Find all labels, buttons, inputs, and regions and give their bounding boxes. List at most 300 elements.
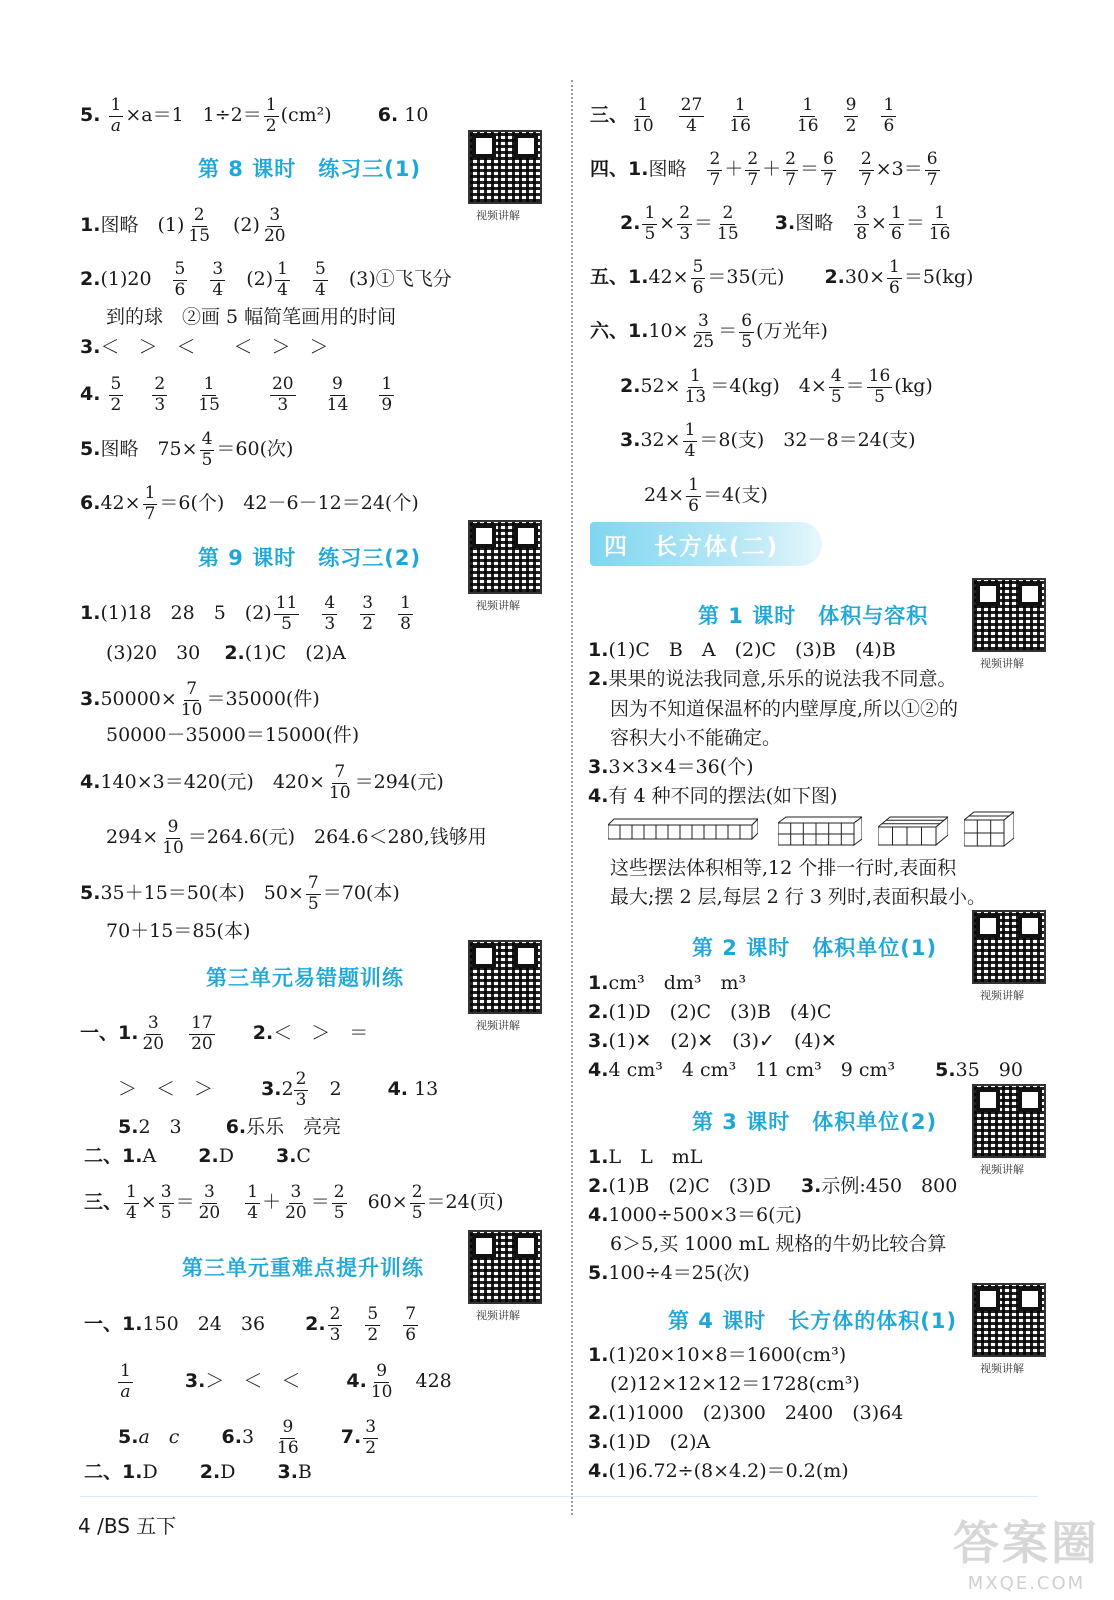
fraction-denominator: 3 <box>679 223 691 244</box>
answer-line: 六、1.10× $\frac{3}{25}$ ＝ $\frac{6}{5}$ (万光年) <box>590 311 828 352</box>
answer-line <box>588 1342 846 1368</box>
fraction-numerator: 5 <box>110 374 122 394</box>
lesson-title: 第 4 课时 长方体的体积(1) <box>668 1309 958 1333</box>
fraction <box>140 1014 166 1054</box>
fraction <box>245 1183 260 1223</box>
fraction-denominator: 6 <box>883 115 895 136</box>
lesson-title: 第 1 课时 体积与容积 <box>698 604 929 628</box>
qr-label: 视频讲解 <box>476 1309 520 1322</box>
cube-arrangement-2x2x3 <box>964 808 1014 848</box>
answer-line: 四、1.图略 $\frac{2}{7}$ ＋ $\frac{2}{7}$ ＋ $\frac{2}{7}$ ＝ $\frac{6}{7}$ $\frac{2}{7}$ ×3＝ $\frac{6}{7}$ <box>590 149 938 190</box>
fraction <box>210 260 225 300</box>
fraction <box>410 1183 425 1223</box>
fraction-denominator: 5 <box>201 449 213 470</box>
fraction-numerator: 9 <box>282 1417 294 1437</box>
answer-line <box>80 874 400 914</box>
fraction <box>283 1183 309 1223</box>
answer-line <box>588 1202 802 1228</box>
fraction-numerator: 6 <box>926 149 938 169</box>
answer-line <box>588 1028 837 1054</box>
answer-text: (kg) <box>894 375 933 398</box>
answer-line: (2)12×12×12＝1728(cm³) <box>610 1373 860 1395</box>
item-number: 2. <box>620 212 641 235</box>
qr-code[interactable] <box>972 578 1046 652</box>
fraction-numerator: 3 <box>290 1182 302 1202</box>
answer-text: (2) <box>214 214 260 237</box>
answer-text: 2 <box>310 1078 342 1101</box>
answer-text: 10× <box>648 320 689 343</box>
fraction-denominator: 5 <box>307 893 319 914</box>
answer-text: ＝35(元) <box>707 266 785 289</box>
item-number: 3. <box>588 1431 609 1453</box>
fraction-numerator: 1 <box>247 1182 259 1202</box>
fraction-denominator: 4 <box>277 279 288 300</box>
answer-text: 24× <box>644 484 685 507</box>
answer-text: 35＋15＝50(本) 50× <box>100 882 304 905</box>
fraction-numerator: 1 <box>126 1182 137 1202</box>
fraction-numerator: 5 <box>174 259 186 279</box>
fraction <box>152 375 167 415</box>
answer-text: A <box>142 1145 157 1167</box>
qr-label: 视频讲解 <box>476 1019 520 1032</box>
answer-text: ＝24(页) <box>426 1191 504 1214</box>
answer-text: ×a＝1 1÷2＝ <box>125 104 262 127</box>
item-number: 6. <box>80 492 101 515</box>
item-number: 4. <box>588 1204 609 1226</box>
fraction-denominator: 6 <box>405 1324 417 1345</box>
answer-line: 因为不知道保温杯的内壁厚度,所以①②的 <box>610 698 959 720</box>
item-number: 2. <box>199 1461 221 1483</box>
fraction-denominator: 15 <box>717 223 739 244</box>
fraction-numerator: 2 <box>709 149 721 169</box>
answer-text: (1)18 28 5 (2) <box>100 602 272 625</box>
item-number: 三、 <box>84 1191 123 1214</box>
fraction-numerator: 1 <box>400 593 411 613</box>
fraction-numerator: 2 <box>860 149 872 169</box>
fraction-denominator: 10 <box>180 699 203 720</box>
fraction <box>275 1418 301 1458</box>
answer-text: (3)①飞飞分 <box>329 268 452 291</box>
answer-text: 42× <box>100 492 141 515</box>
fraction <box>262 206 288 246</box>
answer-text <box>224 1191 243 1213</box>
fraction <box>925 150 940 190</box>
item-number: 三、 <box>590 104 629 127</box>
fraction-numerator: 1 <box>689 366 701 386</box>
answer-text: ＞ ＜ ＞ <box>118 1078 214 1101</box>
answer-line <box>80 680 320 720</box>
answer-line <box>118 1418 380 1458</box>
fraction <box>332 1183 347 1223</box>
fraction <box>739 312 754 352</box>
fraction-denominator: 2 <box>362 613 374 634</box>
fraction <box>275 260 290 300</box>
answer-text: 果果的说法我同意,乐乐的说法我不同意。 <box>608 668 957 690</box>
fraction-numerator: 2 <box>333 1182 345 1202</box>
fraction <box>313 260 328 300</box>
column-divider <box>571 80 573 1515</box>
fraction-denominator: 2 <box>367 1324 379 1345</box>
fraction <box>322 594 337 634</box>
fraction <box>881 96 896 136</box>
fraction-denominator: 6 <box>889 277 900 298</box>
answer-text: (1)D (2)A <box>608 1431 711 1453</box>
answer-line <box>588 1057 1023 1083</box>
qr-code[interactable] <box>972 1084 1046 1158</box>
fraction-denominator: 6 <box>174 279 186 300</box>
fraction <box>686 476 701 516</box>
fraction-denominator: 5 <box>160 1202 172 1223</box>
fraction-numerator: 1 <box>889 257 900 277</box>
qr-code[interactable] <box>972 910 1046 984</box>
fraction <box>379 375 394 415</box>
fraction-denominator: 15 <box>188 225 211 246</box>
answer-text: 294× <box>106 826 159 849</box>
fraction-denominator: 4 <box>212 279 224 300</box>
fraction-denominator: 9 <box>381 394 393 415</box>
fraction-numerator: 20 <box>271 374 294 394</box>
answer-text: 42× <box>648 266 689 289</box>
fraction <box>200 430 215 470</box>
answer-text: 30× <box>844 266 886 289</box>
item-number: 4. <box>346 1370 367 1393</box>
fraction-denominator: 4 <box>686 115 697 136</box>
fraction-numerator: 1 <box>890 203 902 223</box>
fraction <box>927 204 953 244</box>
answer-text: 35 90 <box>955 1059 1023 1081</box>
item-number: 3. <box>80 688 101 711</box>
answer-text: 4 cm³ 4 cm³ 11 cm³ 9 cm³ <box>608 1059 896 1081</box>
item-number: 3. <box>277 1461 298 1483</box>
cube-arrangement-4x3 <box>878 815 948 847</box>
fraction-numerator: 3 <box>697 311 709 331</box>
answer-text: × <box>140 1191 157 1214</box>
item-number: 4. <box>588 785 609 807</box>
answer-line <box>588 666 957 692</box>
answer-text: ＝8(支) 32－8＝24(支) <box>699 429 916 452</box>
item-number: 五、1. <box>590 266 649 289</box>
fraction <box>859 150 874 190</box>
fraction <box>867 367 893 407</box>
fraction-numerator: 7 <box>307 873 319 893</box>
fraction-numerator: 1 <box>934 203 946 223</box>
answer-line <box>80 1014 368 1054</box>
fraction-numerator: 1 <box>265 95 277 115</box>
answer-line <box>644 476 768 516</box>
answer-text: ＜ ＞ ＜ ＜ ＞ ＞ <box>100 336 329 358</box>
item-number: 5. <box>80 438 101 461</box>
fraction-numerator: 9 <box>332 374 343 394</box>
fraction-denominator: 3 <box>295 1089 307 1110</box>
answer-text: C <box>296 1145 311 1167</box>
answer-text: 140×3＝420(元) 420× <box>100 771 326 794</box>
item-number: 4. <box>80 771 101 794</box>
answer-text: 428 <box>396 1370 452 1393</box>
answer-line <box>588 637 896 663</box>
fraction-numerator: 1 <box>203 374 215 394</box>
fraction-denominator: 5 <box>830 386 842 407</box>
item-number: 3. <box>275 1145 297 1167</box>
fraction-denominator: 6 <box>692 277 704 298</box>
qr-code[interactable] <box>468 130 542 204</box>
fraction-denominator: 20 <box>191 1033 213 1054</box>
fraction-numerator: 5 <box>692 257 704 277</box>
qr-label: 视频讲解 <box>980 1362 1024 1375</box>
answer-line: 这些摆法体积相等,12 个排一行时,表面积 <box>610 857 957 879</box>
item-number: 5. <box>80 882 101 905</box>
answer-text: (2) <box>227 268 274 291</box>
answer-line <box>588 1173 957 1199</box>
answer-text: a c <box>138 1426 180 1449</box>
item-number: 2. <box>252 1022 274 1045</box>
fraction-denominator: 7 <box>860 169 872 190</box>
answer-line: 2. $\frac{1}{5}$ × $\frac{2}{3}$ ＝ $\frac{2}{15}$ 3.图略 $\frac{3}{8}$ × $\frac{1}{6}$ ＝ $\frac{1}{16}$ <box>620 203 951 244</box>
lesson-title: 第 9 课时 练习三(2) <box>198 546 422 570</box>
fraction <box>160 818 186 858</box>
answer-text: ＝6(个) 42－6－12＝24(个) <box>159 492 419 515</box>
fraction-denominator: 5 <box>644 223 656 244</box>
fraction-denominator: 3 <box>329 1324 341 1345</box>
fraction-denominator: 2 <box>110 394 122 415</box>
fraction <box>360 594 375 634</box>
answer-text: ＝60(次) <box>216 438 294 461</box>
watermark-logo <box>953 1507 1100 1594</box>
answer-line: 到的球 ②画 5 幅简笔画用的时间 <box>106 306 397 328</box>
fraction-numerator: 1 <box>277 259 288 279</box>
answer-text: 60× <box>348 1191 408 1214</box>
fraction-numerator: 2 <box>747 149 759 169</box>
answer-line <box>80 763 444 803</box>
answer-line <box>588 1400 903 1426</box>
answer-text: (1)20 <box>100 268 171 291</box>
answer-text: 50000× <box>100 688 177 711</box>
fraction-denominator: 10 <box>370 1381 393 1402</box>
fraction-denominator: 5 <box>874 386 885 407</box>
qr-code[interactable] <box>972 1283 1046 1357</box>
fraction-denominator: 4 <box>314 279 326 300</box>
fraction <box>889 204 904 244</box>
fraction-numerator: 4 <box>201 429 213 449</box>
answer-text: ＝5(kg) <box>903 266 974 289</box>
answer-line <box>588 754 754 780</box>
item-number: 2. <box>620 375 641 398</box>
answer-line <box>106 640 346 666</box>
answer-text: ＞ ＜ ＜ <box>205 1370 301 1393</box>
answer-line <box>588 1429 710 1455</box>
lesson-title: 第 3 课时 体积单位(2) <box>692 1110 938 1134</box>
watermark-url: MXQE.COM <box>967 1573 1086 1594</box>
answer-text: (1)20×10×8＝1600(cm³) <box>608 1344 847 1366</box>
item-number: 2. <box>588 1175 609 1197</box>
item-number: 7. <box>340 1426 362 1449</box>
fraction <box>363 1418 378 1458</box>
fraction-denominator: 4 <box>126 1202 137 1223</box>
fraction <box>727 96 753 136</box>
fraction-numerator: 5 <box>314 259 326 279</box>
answer-text: 100÷4＝25(次) <box>608 1262 750 1284</box>
fraction-denominator: 3 <box>324 613 336 634</box>
fraction <box>854 204 869 244</box>
answer-line: 50000－35000＝15000(件) <box>106 724 360 746</box>
item-number: 6. <box>377 104 399 127</box>
item-number: 2. <box>224 642 245 664</box>
item-number: 6. <box>221 1426 242 1449</box>
item-number: 3. <box>184 1370 206 1393</box>
answer-line <box>84 1183 504 1223</box>
fraction <box>325 375 351 415</box>
answer-line <box>588 1260 750 1286</box>
fraction <box>179 680 205 720</box>
fraction <box>821 150 836 190</box>
answer-text: (1)✕ (2)✕ (3)✓ (4)✕ <box>608 1030 837 1052</box>
item-number: 1. <box>80 602 101 625</box>
answer-line <box>590 258 973 298</box>
fraction <box>691 258 706 298</box>
fraction-denominator: 14 <box>326 394 349 415</box>
answer-text: ＝35000(件) <box>206 688 320 711</box>
item-number: 3. <box>80 336 101 358</box>
fraction-numerator: 9 <box>167 817 179 837</box>
answer-text: (1)1000 (2)300 2400 (3)64 <box>608 1402 904 1424</box>
fraction-numerator: 4 <box>324 593 336 613</box>
watermark-text: 答案圈 <box>953 1516 1100 1570</box>
fraction-numerator: 3 <box>212 259 224 279</box>
fraction-denominator: 16 <box>796 115 819 136</box>
answer-text: D <box>142 1461 158 1483</box>
fraction <box>294 1070 309 1110</box>
answer-text: 乐乐 亮亮 <box>246 1116 342 1138</box>
answer-text: ＋ <box>262 1191 282 1214</box>
answer-line <box>620 421 916 461</box>
answer-text: 2 3 <box>138 1116 182 1138</box>
fraction <box>642 204 657 244</box>
item-number: 5. <box>935 1059 956 1081</box>
answer-line <box>106 818 487 858</box>
fraction <box>783 150 798 190</box>
item-number: 5. <box>80 104 101 127</box>
item-number: 3. <box>800 1175 822 1197</box>
fraction-numerator: 1 <box>637 95 649 115</box>
answer-line <box>80 96 428 136</box>
fraction-numerator: 1 <box>120 1361 131 1381</box>
fraction-numerator: 2 <box>722 203 734 223</box>
fraction-numerator: 3 <box>365 1417 377 1437</box>
answer-line <box>118 1070 438 1110</box>
fraction-denominator: 7 <box>785 169 796 190</box>
lesson-title: 第 2 课时 体积单位(1) <box>692 936 938 960</box>
fraction <box>683 421 698 461</box>
fraction-denominator: 7 <box>144 503 156 524</box>
item-number: 3. <box>261 1078 282 1101</box>
fraction <box>715 204 741 244</box>
answer-text: L L mL <box>608 1146 703 1168</box>
fraction-denominator: 3 <box>277 394 289 415</box>
fraction-denominator: 4 <box>247 1202 259 1223</box>
item-number: 6. <box>225 1116 247 1138</box>
lesson-title: 第 8 课时 练习三(1) <box>198 157 422 181</box>
qr-label: 视频讲解 <box>980 1163 1024 1176</box>
answer-line <box>80 484 419 524</box>
fraction <box>159 1183 174 1223</box>
cube-arrangement-12x1 <box>608 815 758 845</box>
fraction <box>196 375 222 415</box>
unit-banner: 四 长方体(二) <box>590 522 822 566</box>
answer-text: ＝ <box>175 1191 195 1214</box>
item-number: 1. <box>588 972 609 994</box>
item-number: 1. <box>588 1344 609 1366</box>
answer-line <box>80 206 290 246</box>
answer-text: cm³ dm³ m³ <box>608 972 747 994</box>
fraction-numerator: 2 <box>193 205 205 225</box>
answer-line <box>84 1459 312 1485</box>
fraction-numerator: 17 <box>191 1013 213 1033</box>
fraction-denominator: 7 <box>823 169 834 190</box>
item-number: 1. <box>588 639 609 661</box>
fraction <box>118 1362 133 1402</box>
qr-code[interactable] <box>468 940 542 1014</box>
fraction-numerator: 2 <box>329 1304 341 1324</box>
item-number: 3. <box>620 429 641 452</box>
item-number: 1. <box>80 214 101 237</box>
fraction <box>745 150 760 190</box>
fraction <box>143 484 158 524</box>
answer-text: (1)C (2)A <box>244 642 346 664</box>
fraction-numerator: 1 <box>644 203 656 223</box>
answer-line <box>588 1458 849 1484</box>
fraction-numerator: 9 <box>376 1361 388 1381</box>
answer-text: 13 <box>414 1078 439 1101</box>
fraction-denominator: 8 <box>856 223 868 244</box>
fraction-denominator: 20 <box>198 1202 221 1223</box>
fraction-denominator: 20 <box>263 225 286 246</box>
answer-text: 图略 75× <box>100 438 198 461</box>
item-number: 2. <box>588 1001 609 1023</box>
answer-text: (1)D (2)C (3)B (4)C <box>608 1001 832 1023</box>
fraction-numerator: 4 <box>830 366 842 386</box>
fraction <box>630 96 656 136</box>
fraction-numerator: 2 <box>785 149 796 169</box>
fraction-numerator: 2 <box>679 203 691 223</box>
answer-text: 1000÷500×3＝6(元) <box>608 1204 802 1226</box>
answer-text: 150 24 36 <box>142 1313 266 1336</box>
fraction <box>109 375 124 415</box>
answer-line <box>80 334 328 360</box>
fraction <box>691 312 717 352</box>
fraction-denominator: 20 <box>142 1033 165 1054</box>
qr-code[interactable] <box>468 1230 542 1304</box>
fraction <box>197 1183 223 1223</box>
fraction-numerator: 3 <box>362 593 374 613</box>
item-number: 5. <box>118 1116 139 1138</box>
fraction-numerator: 7 <box>186 679 198 699</box>
answer-line: 容积大小不能确定。 <box>610 727 782 749</box>
item-number: 4. <box>80 383 101 406</box>
item-number: 4. <box>387 1078 409 1101</box>
item-number: 5. <box>588 1262 609 1284</box>
fraction <box>679 96 705 136</box>
answer-text: (cm²) <box>280 104 332 127</box>
qr-code[interactable] <box>468 520 542 594</box>
fraction-numerator: 3 <box>147 1013 159 1033</box>
answer-text: ＝264.6(元) 264.6＜280,钱够用 <box>187 826 487 849</box>
qr-label: 视频讲解 <box>980 989 1024 1002</box>
item-number: 2. <box>305 1313 326 1336</box>
item-number: 4. <box>588 1059 609 1081</box>
fraction-numerator: 16 <box>868 366 891 386</box>
fraction-numerator: 3 <box>160 1182 172 1202</box>
fraction-numerator: 3 <box>856 203 868 223</box>
fraction-numerator: 5 <box>367 1304 379 1324</box>
